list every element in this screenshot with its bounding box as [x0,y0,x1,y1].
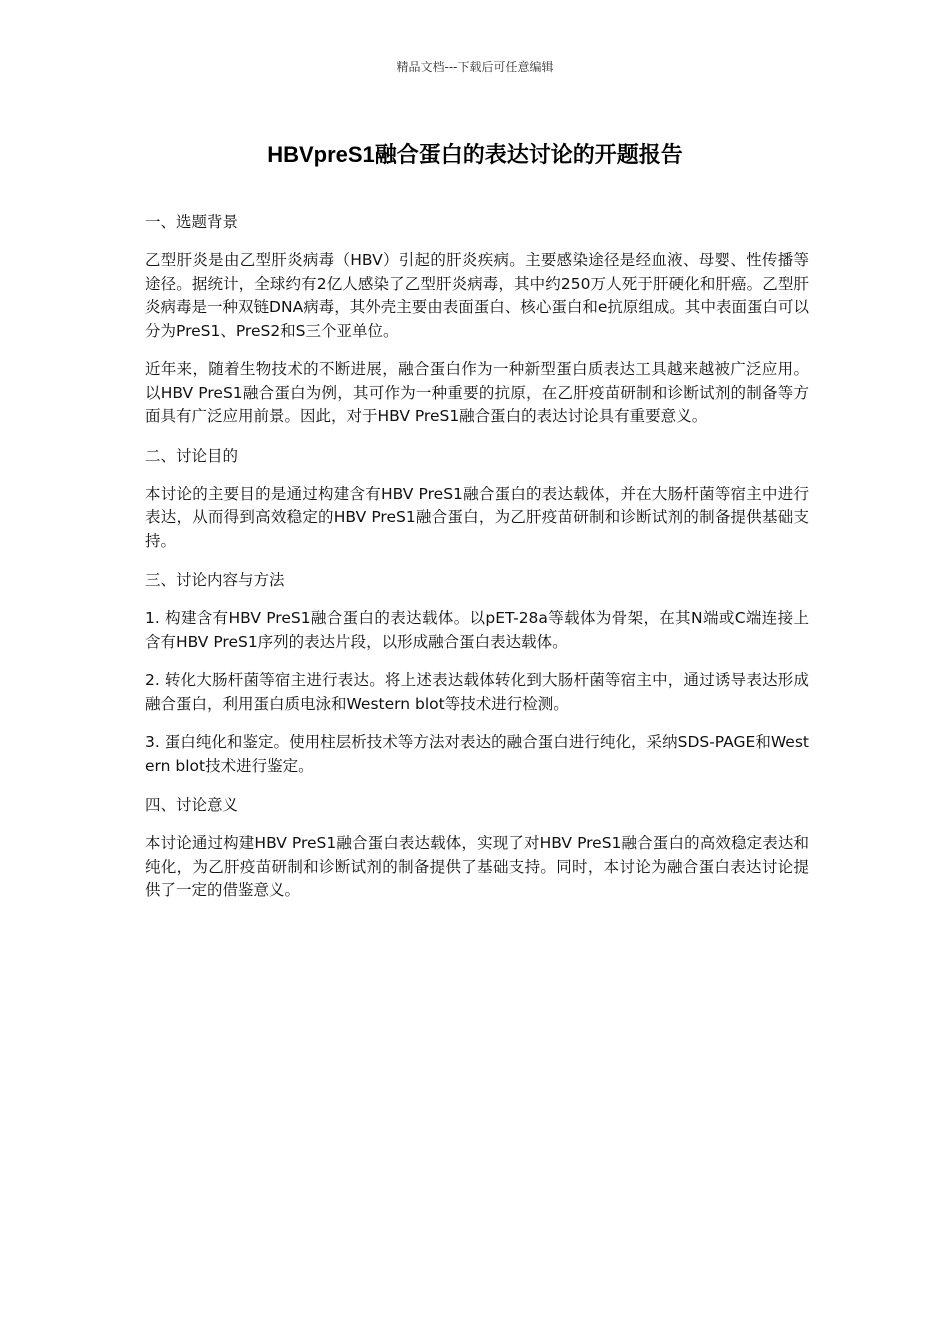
paragraph: 本讨论通过构建HBV PreS1融合蛋白表达载体，实现了对HBV PreS1融合蛋白的高效稳定表达和纯化，为乙肝疫苗研制和诊断试剂的制备提供了基础支持。同时，本讨论为融合蛋白表达讨论提供了一定的借鉴意义。 [145,834,809,899]
section-heading: 三、讨论内容与方法 [145,571,285,589]
section-content-methods [145,568,809,778]
paragraph: 本讨论的主要目的是通过构建含有HBV PreS1融合蛋白的表达载体，并在大肠杆菌等宿主中进行表达，从而得到高效稳定的HBV PreS1融合蛋白，为乙肝疫苗研制和诊断试剂的制备提供基础支持。 [145,484,809,550]
section-significance [145,793,809,903]
document-title: HBVpreS1融合蛋白的表达讨论的开题报告 [267,142,683,167]
paragraph: 近年来，随着生物技术的不断进展，融合蛋白作为一种新型蛋白质表达工具越来越被广泛应用。以HBV PreS1融合蛋白为例，其可作为一种重要的抗原，在乙肝疫苗研制和诊断试剂的制备等方面具有广泛应用前景。因此，对于HBV PreS1融合蛋白的表达讨论具有重要意义。 [145,360,809,425]
paragraph: 3. 蛋白纯化和鉴定。使用柱层析技术等方法对表达的融合蛋白进行纯化，采纳SDS-PAGE和Western blot技术进行鉴定。 [145,733,809,775]
header-watermark: 精品文档---下载后可任意编辑 [396,60,554,74]
section-heading: 一、选题背景 [145,213,239,231]
section-heading: 二、讨论目的 [145,446,239,465]
paragraph: 乙型肝炎是由乙型肝炎病毒（HBV）引起的肝炎疾病。主要感染途径是经血液、母婴、性传播等途径。据统计，全球约有2亿人感染了乙型肝炎病毒，其中约250万人死于肝硬化和肝癌。乙型肝炎病毒是一种双链DNA病毒，其外壳主要由表面蛋白、核心蛋白和e抗原组成。其中表面蛋白可以分为PreS1、PreS2和S三个亚单位。 [145,251,809,340]
document-body [145,210,809,918]
section-purpose [145,444,809,554]
paragraph: 2. 转化大肠杆菌等宿主进行表达。将上述表达载体转化到大肠杆菌等宿主中，通过诱导表达形成融合蛋白，利用蛋白质电泳和Western blot等技术进行检测。 [145,671,809,713]
paragraph: 1. 构建含有HBV PreS1融合蛋白的表达载体。以pET-28a等载体为骨架，在其N端或C端连接上含有HBV PreS1序列的表达片段，以形成融合蛋白表达载体。 [145,609,809,651]
section-background [145,210,809,429]
section-heading: 四、讨论意义 [145,796,239,814]
